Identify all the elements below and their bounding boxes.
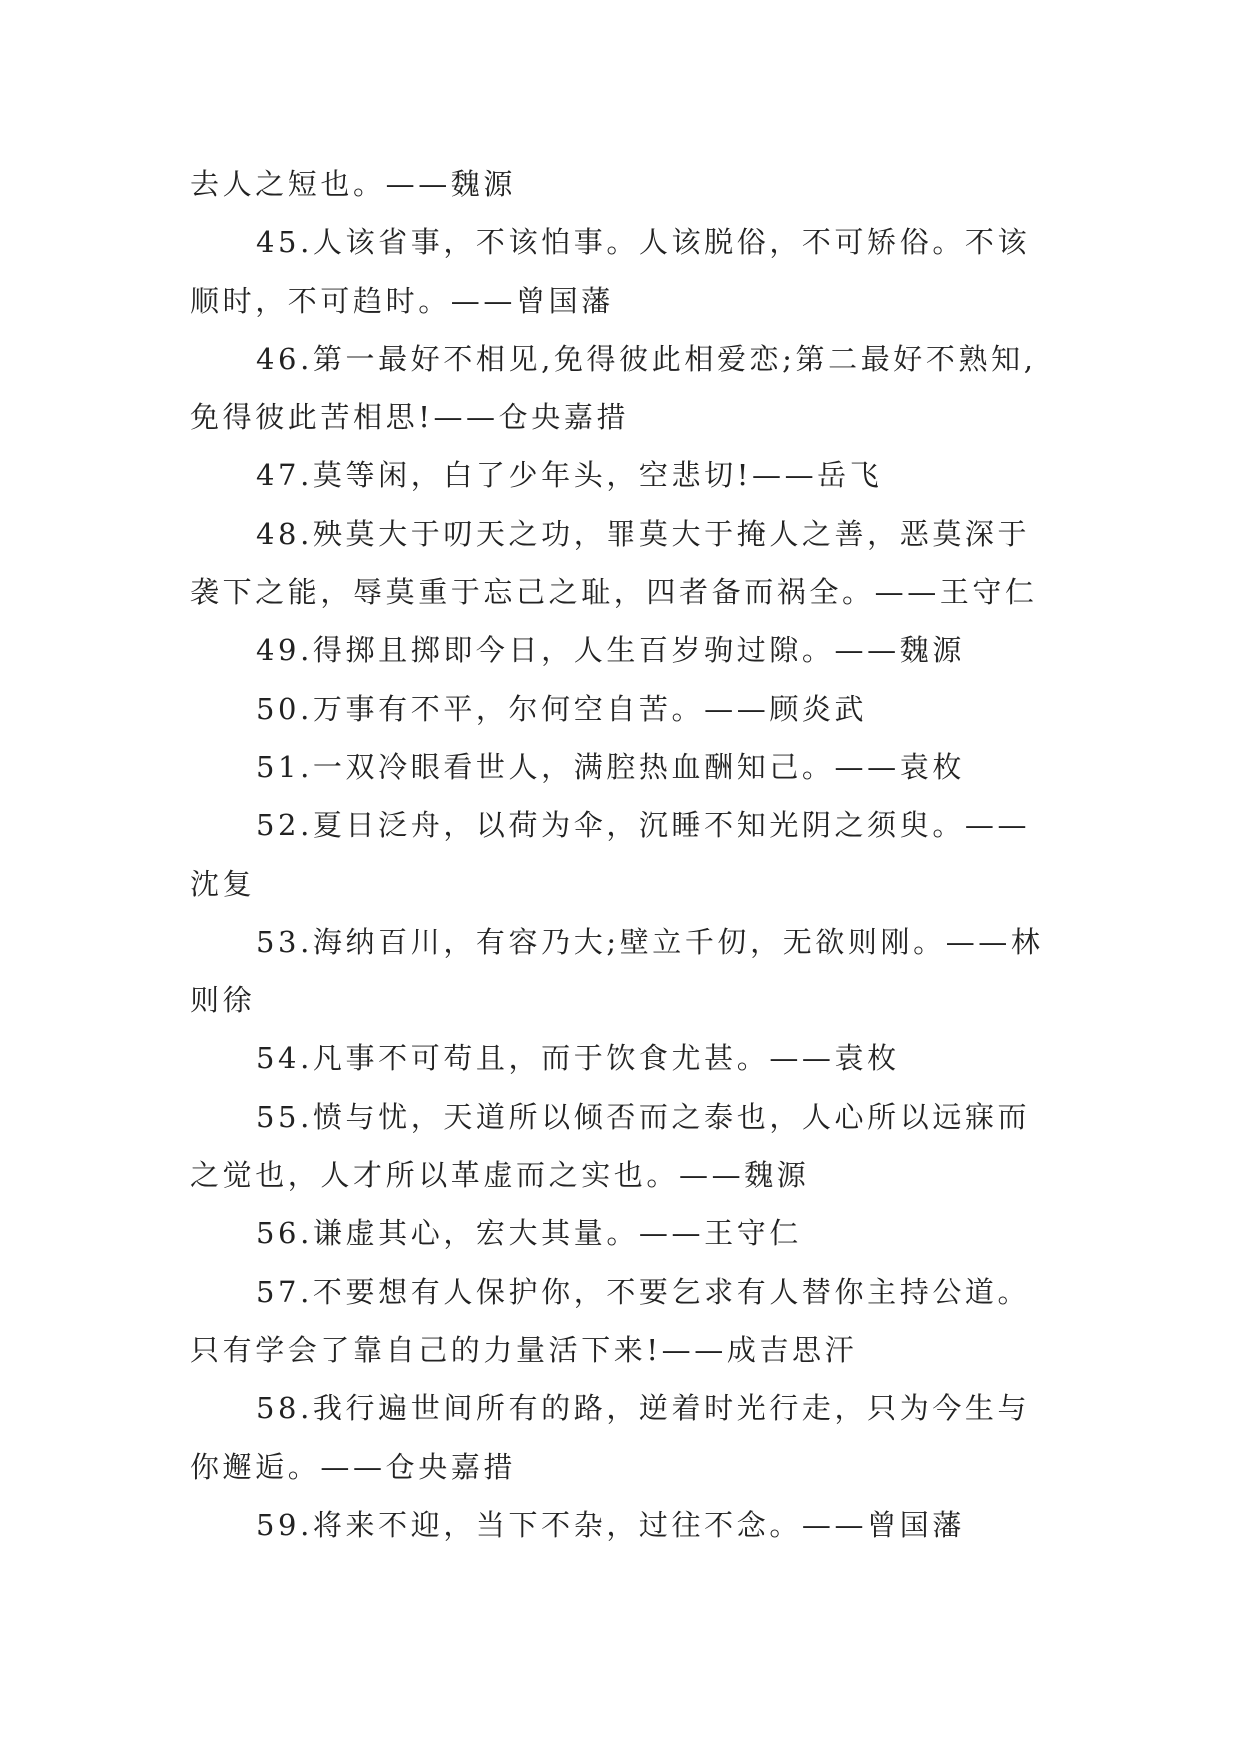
text-line: 则徐 <box>190 983 256 1018</box>
text-line: 沈复 <box>190 866 256 901</box>
text-line: 之觉也，人才所以革虚而之实也。——魏源 <box>190 1158 810 1193</box>
quote-51: 51.一双冷眼看世人，满腔热血酬知己。——袁枚 <box>256 749 965 784</box>
quote-52: 52.夏日泛舟，以荷为伞，沉睡不知光阴之须臾。—— <box>256 808 1031 843</box>
quote-49: 49.得掷且掷即今日，人生百岁驹过隙。——魏源 <box>256 633 965 668</box>
quote-59: 59.将来不迎，当下不杂，过往不念。——曾国藩 <box>256 1507 965 1542</box>
quote-58: 58.我行遍世间所有的路，逆着时光行走，只为今生与 <box>256 1391 1031 1426</box>
text-line: 袭下之能，辱莫重于忘己之耻，四者备而祸全。——王守仁 <box>190 575 1038 610</box>
quote-55: 55.愤与忧，天道所以倾否而之泰也，人心所以远寐而 <box>256 1099 1031 1134</box>
quote-54: 54.凡事不可苟且，而于饮食尤甚。——袁枚 <box>256 1041 900 1076</box>
quote-48: 48.殃莫大于叨天之功，罪莫大于掩人之善，恶莫深于 <box>256 516 1031 551</box>
text-line: 去人之短也。——魏源 <box>190 167 517 201</box>
quote-50: 50.万事有不平，尔何空自苦。——顾炎武 <box>256 691 868 726</box>
quote-56: 56.谦虚其心，宏大其量。——王守仁 <box>256 1216 802 1251</box>
text-line: 顺时，不可趋时。——曾国藩 <box>190 283 614 318</box>
quote-47: 47.莫等闲，白了少年头，空悲切!——岳飞 <box>256 458 883 493</box>
text-line: 免得彼此苦相思!——仓央嘉措 <box>190 400 630 435</box>
quote-53: 53.海纳百川，有容乃大;壁立千仞，无欲则刚。——林 <box>256 924 1044 959</box>
document-body <box>190 155 1060 1554</box>
quote-45: 45.人该省事，不该怕事。人该脱俗，不可矫俗。不该 <box>256 225 1031 260</box>
text-line: 只有学会了靠自己的力量活下来!——成吉思汗 <box>190 1332 858 1367</box>
quote-57: 57.不要想有人保护你，不要乞求有人替你主持公道。 <box>256 1274 1031 1309</box>
text-line: 你邂逅。——仓央嘉措 <box>190 1449 517 1484</box>
quote-46: 46.第一最好不相见,免得彼此相爱恋;第二最好不熟知, <box>256 341 1037 376</box>
